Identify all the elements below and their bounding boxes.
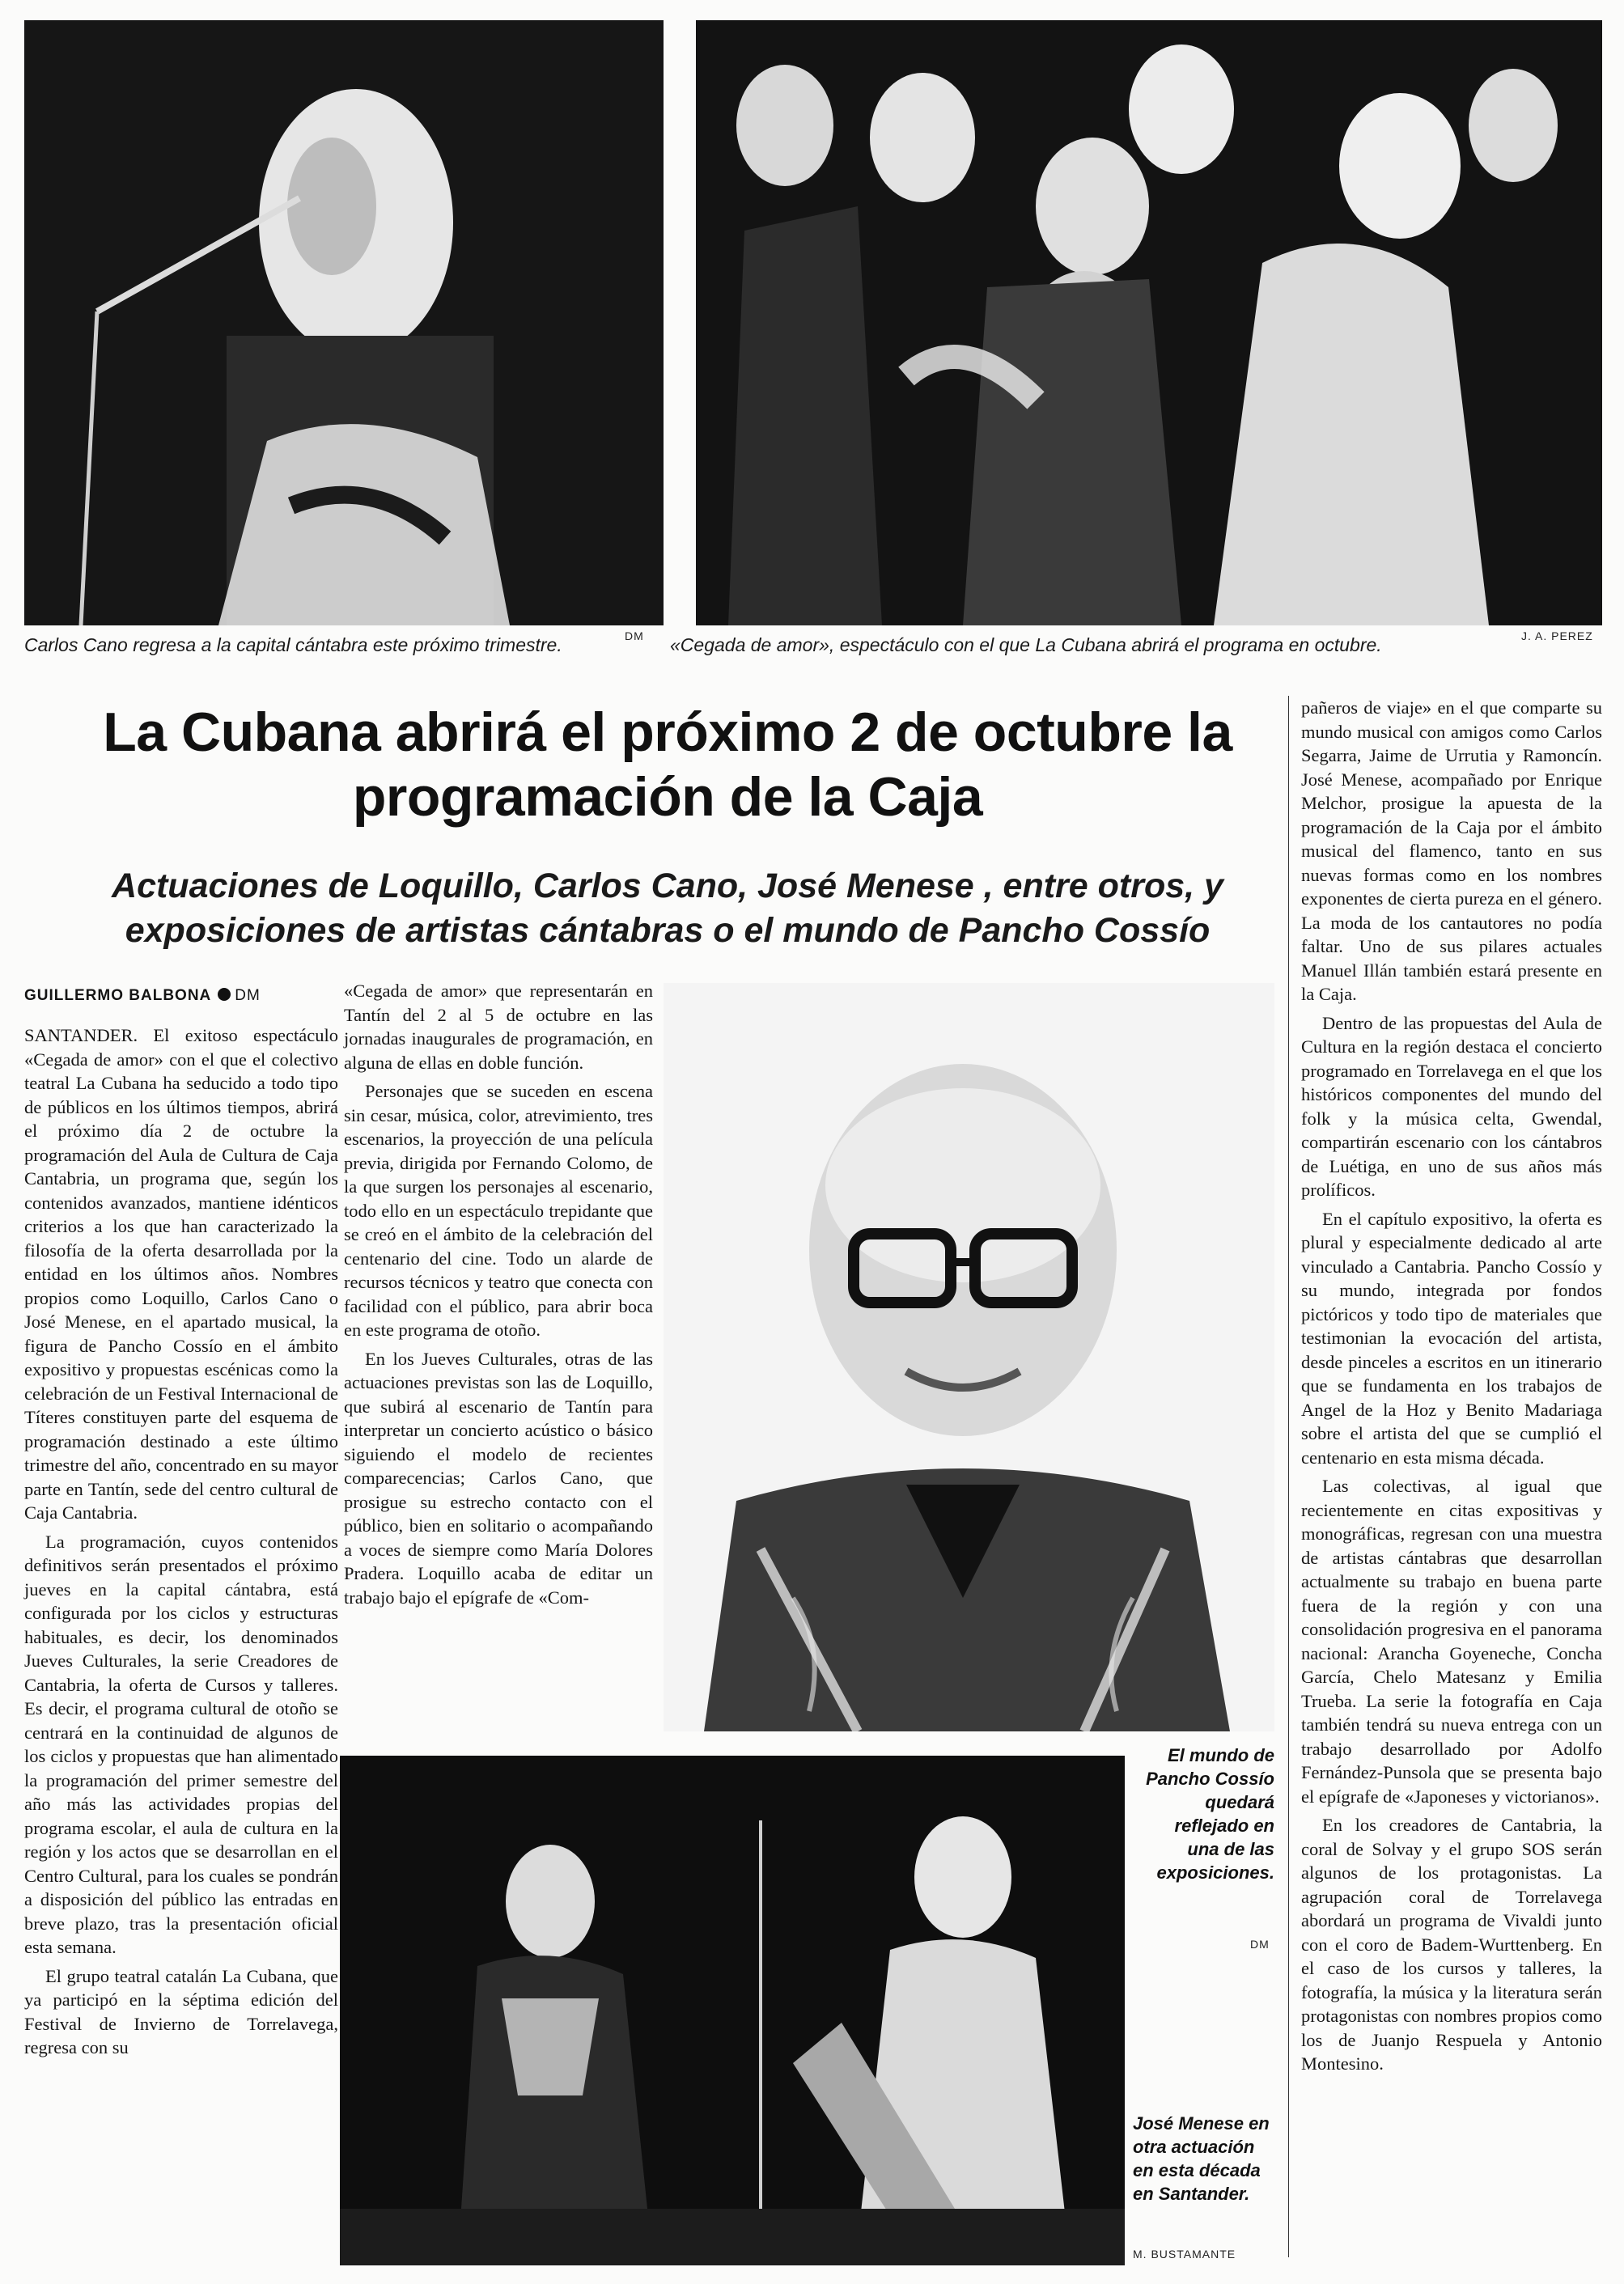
photo-credit-pancho-cossio: DM xyxy=(1250,1938,1270,1951)
byline-author: GUILLERMO BALBONA xyxy=(24,987,212,1004)
paragraph: pañeros de viaje» en el que comparte su mundo musical con amigos como Carlos Segarra, Jaime de Urrutia y Ramoncín. José Menese, acompañado por Enrique Melchor, prosigue la apuesta de la programación de la Caja por el ámbito musical del flamenco, tanto en sus nuevas formas como en los nombres exponentes de cierta pureza en el género. La moda de los cantautores no podía faltar. Uno de sus pilares actuales Manuel Illán también estará presente en la Caja. xyxy=(1301,697,1602,1004)
paragraph: En el capítulo expositivo, la oferta es plural y especialmente dedicado al arte vinculado a Cantabria. Pancho Cossío y su mundo, integrada por fondos pictóricos y todo tipo de materiales que testimonian la evocación del artista, desde pinceles a escritos en un itinerario que se fundamenta en los trabajos de Angel de la Hoz y Benito Madariaga sobre el artista del que se cumplió el centenario en esta misma década. xyxy=(1301,1208,1602,1468)
paragraph: Las colectivas, al igual que recientemente en citas expositivas y monográficas, regresan con una muestra de artistas cántabras que desarrollan actualmente su trabajo en buena parte fuera de la región y con una consolidación progresiva en el panorama nacional: Arancha Goyeneche, Concha García, Chelo Matesanz y Emilia Trueba. La serie la fotografía en Caja también tendrá su nueva entrega con un trabajo desarrollado por Adolfo Fernández-Punsola que se presenta bajo el epígrafe de «Japoneses y victorianos». xyxy=(1301,1476,1602,1807)
article-subheadline: Actuaciones de Loquillo, Carlos Cano, José Menese , entre otros, y exposiciones de artistas cántabras o el mundo de Pancho Cossío xyxy=(112,867,1223,950)
article-column-1 xyxy=(24,1023,338,2060)
paragraph: Personajes que se suceden en escena sin cesar, música, color, atrevimiento, tres escenarios, la proyección de una película previa, dirigida por Fernando Colomo, de la que surgen los personajes al escenario, todo ello en un espectáculo trepidante que se creó en el ámbito de la celebración del centenario del cine. Todo un alarde de recursos técnicos y teatro que conecta con facilidad con el público, para abrir boca en este programa de otoño. xyxy=(344,1081,653,1340)
photo-caption-cegada: «Cegada de amor», espectáculo con el que La Cubana abrirá el programa en octubre. xyxy=(670,634,1382,655)
photo-cegada-de-amor xyxy=(696,20,1602,625)
paragraph: El grupo teatral catalán La Cubana, que ya participó en la séptima edición del Festival de Invierno de Torrelavega, regresa con su xyxy=(24,1965,338,2057)
paragraph: En los Jueves Culturales, otras de las actuaciones previstas son las de Loquillo, que subirá al escenario de Tantín para interpretar un concierto acústico o básico siguiendo el modelo de recientes comparecencias; Carlos Cano, que prosigue su estrecho contacto con el público, bien en solitario o acompañando a voces de siempre como María Dolores Pradera. Loquillo acaba de editar un trabajo bajo el epígrafe de «Com- xyxy=(344,1348,653,1608)
paragraph: En los creadores de Cantabria, la coral de Solvay y el grupo SOS serán algunos de los protagonistas. La agrupación coral de Torrelavega abordará un programa de Vivaldi junto con el coro de Badem-Wurttenberg. En el caso de los cursos y talleres, la fotografía, la música y la literatura serán protagonistas con nombres propios como los de Juanjo Respuela y Antonio Montesino. xyxy=(1301,1815,1602,2074)
paragraph: «Cegada de amor» que representarán en Tantín del 2 al 5 de octubre en las jornadas inaugurales de programación, en alguna de ellas en doble función. xyxy=(344,981,653,1073)
photo-credit-jose-menese: M. BUSTAMANTE xyxy=(1133,2248,1236,2261)
photo-caption-pancho-cossio: El mundo de Pancho Cossío quedará reflejado en una de las exposiciones. xyxy=(1146,1745,1274,1883)
paragraph: SANTANDER. El exitoso espectáculo «Cegada de amor» con el que el colectivo teatral La Cubana ha seducido a todo tipo de públicos en los últimos tiempos, abrirá el próximo día 2 de octubre la programación del Aula de Cultura de Caja Cantabria, un programa que, según los contenidos avanzados, mantiene idénticos criterios a los que han caracterizado la filosofía de la oferta desarrollada por la entidad en los últimos años. Nombres propios como Loquillo, Carlos Cano o José Menese, en el apartado musical, la figura de Pancho Cossío en el ámbito expositivo y propuestas escénicas como la celebración de un Festival Internacional de Títeres constituyen parte del esquema de programación destinado a este último trimestre del año, concentrado en su mayor parte en Tantín, sede del centro cultural de Caja Cantabria. xyxy=(24,1025,338,1523)
photo-carlos-cano xyxy=(24,20,664,625)
article-column-2 xyxy=(344,979,653,1609)
photo-credit-carlos-cano: DM xyxy=(625,629,644,642)
photo-caption-carlos-cano: Carlos Cano regresa a la capital cántabra este próximo trimestre. xyxy=(24,634,562,655)
article-column-3 xyxy=(1301,696,1602,2076)
article-headline: La Cubana abrirá el próximo 2 de octubre la programación de la Caja xyxy=(103,701,1232,828)
photo-pancho-cossio xyxy=(664,983,1274,1731)
byline-source: DM xyxy=(235,987,261,1004)
photo-jose-menese xyxy=(340,1756,1125,2265)
bullet-icon xyxy=(218,988,231,1001)
paragraph: Dentro de las propuestas del Aula de Cultura en la región destaca el concierto programado en Torrelavega en el que los históricos componentes del mundo del folk y la música celta, Gwendal, compartirán escenario con los cántabros de Luétiga, en uno de sus años más prolíficos. xyxy=(1301,1012,1602,1200)
column-divider xyxy=(1288,696,1289,2257)
paragraph: La programación, cuyos contenidos definitivos serán presentados el próximo jueves en la capital cántabra, está configurada por los ciclos y estructuras habituales, es decir, los denominados Jueves Culturales, la serie Creadores de Cantabria, la oferta de Cursos y talleres. Es decir, el programa cultural de otoño se centrará en la continuidad de algunos de los ciclos y propuestas que han alimentado la programación del primer semestre del año más las actividades propias del programa escolar, el aula de cultura en la región y los actos que se desarrollan en el Centro Cultural, para los cuales se pondrán a disposición del público las entradas en breve plazo, tras la presentación oficial esta semana. xyxy=(24,1531,339,1957)
photo-caption-jose-menese: José Menese en otra actuación en esta década en Santander. xyxy=(1133,2113,1270,2204)
byline xyxy=(24,987,261,1005)
photo-credit-cegada: J. A. PEREZ xyxy=(1521,629,1593,642)
